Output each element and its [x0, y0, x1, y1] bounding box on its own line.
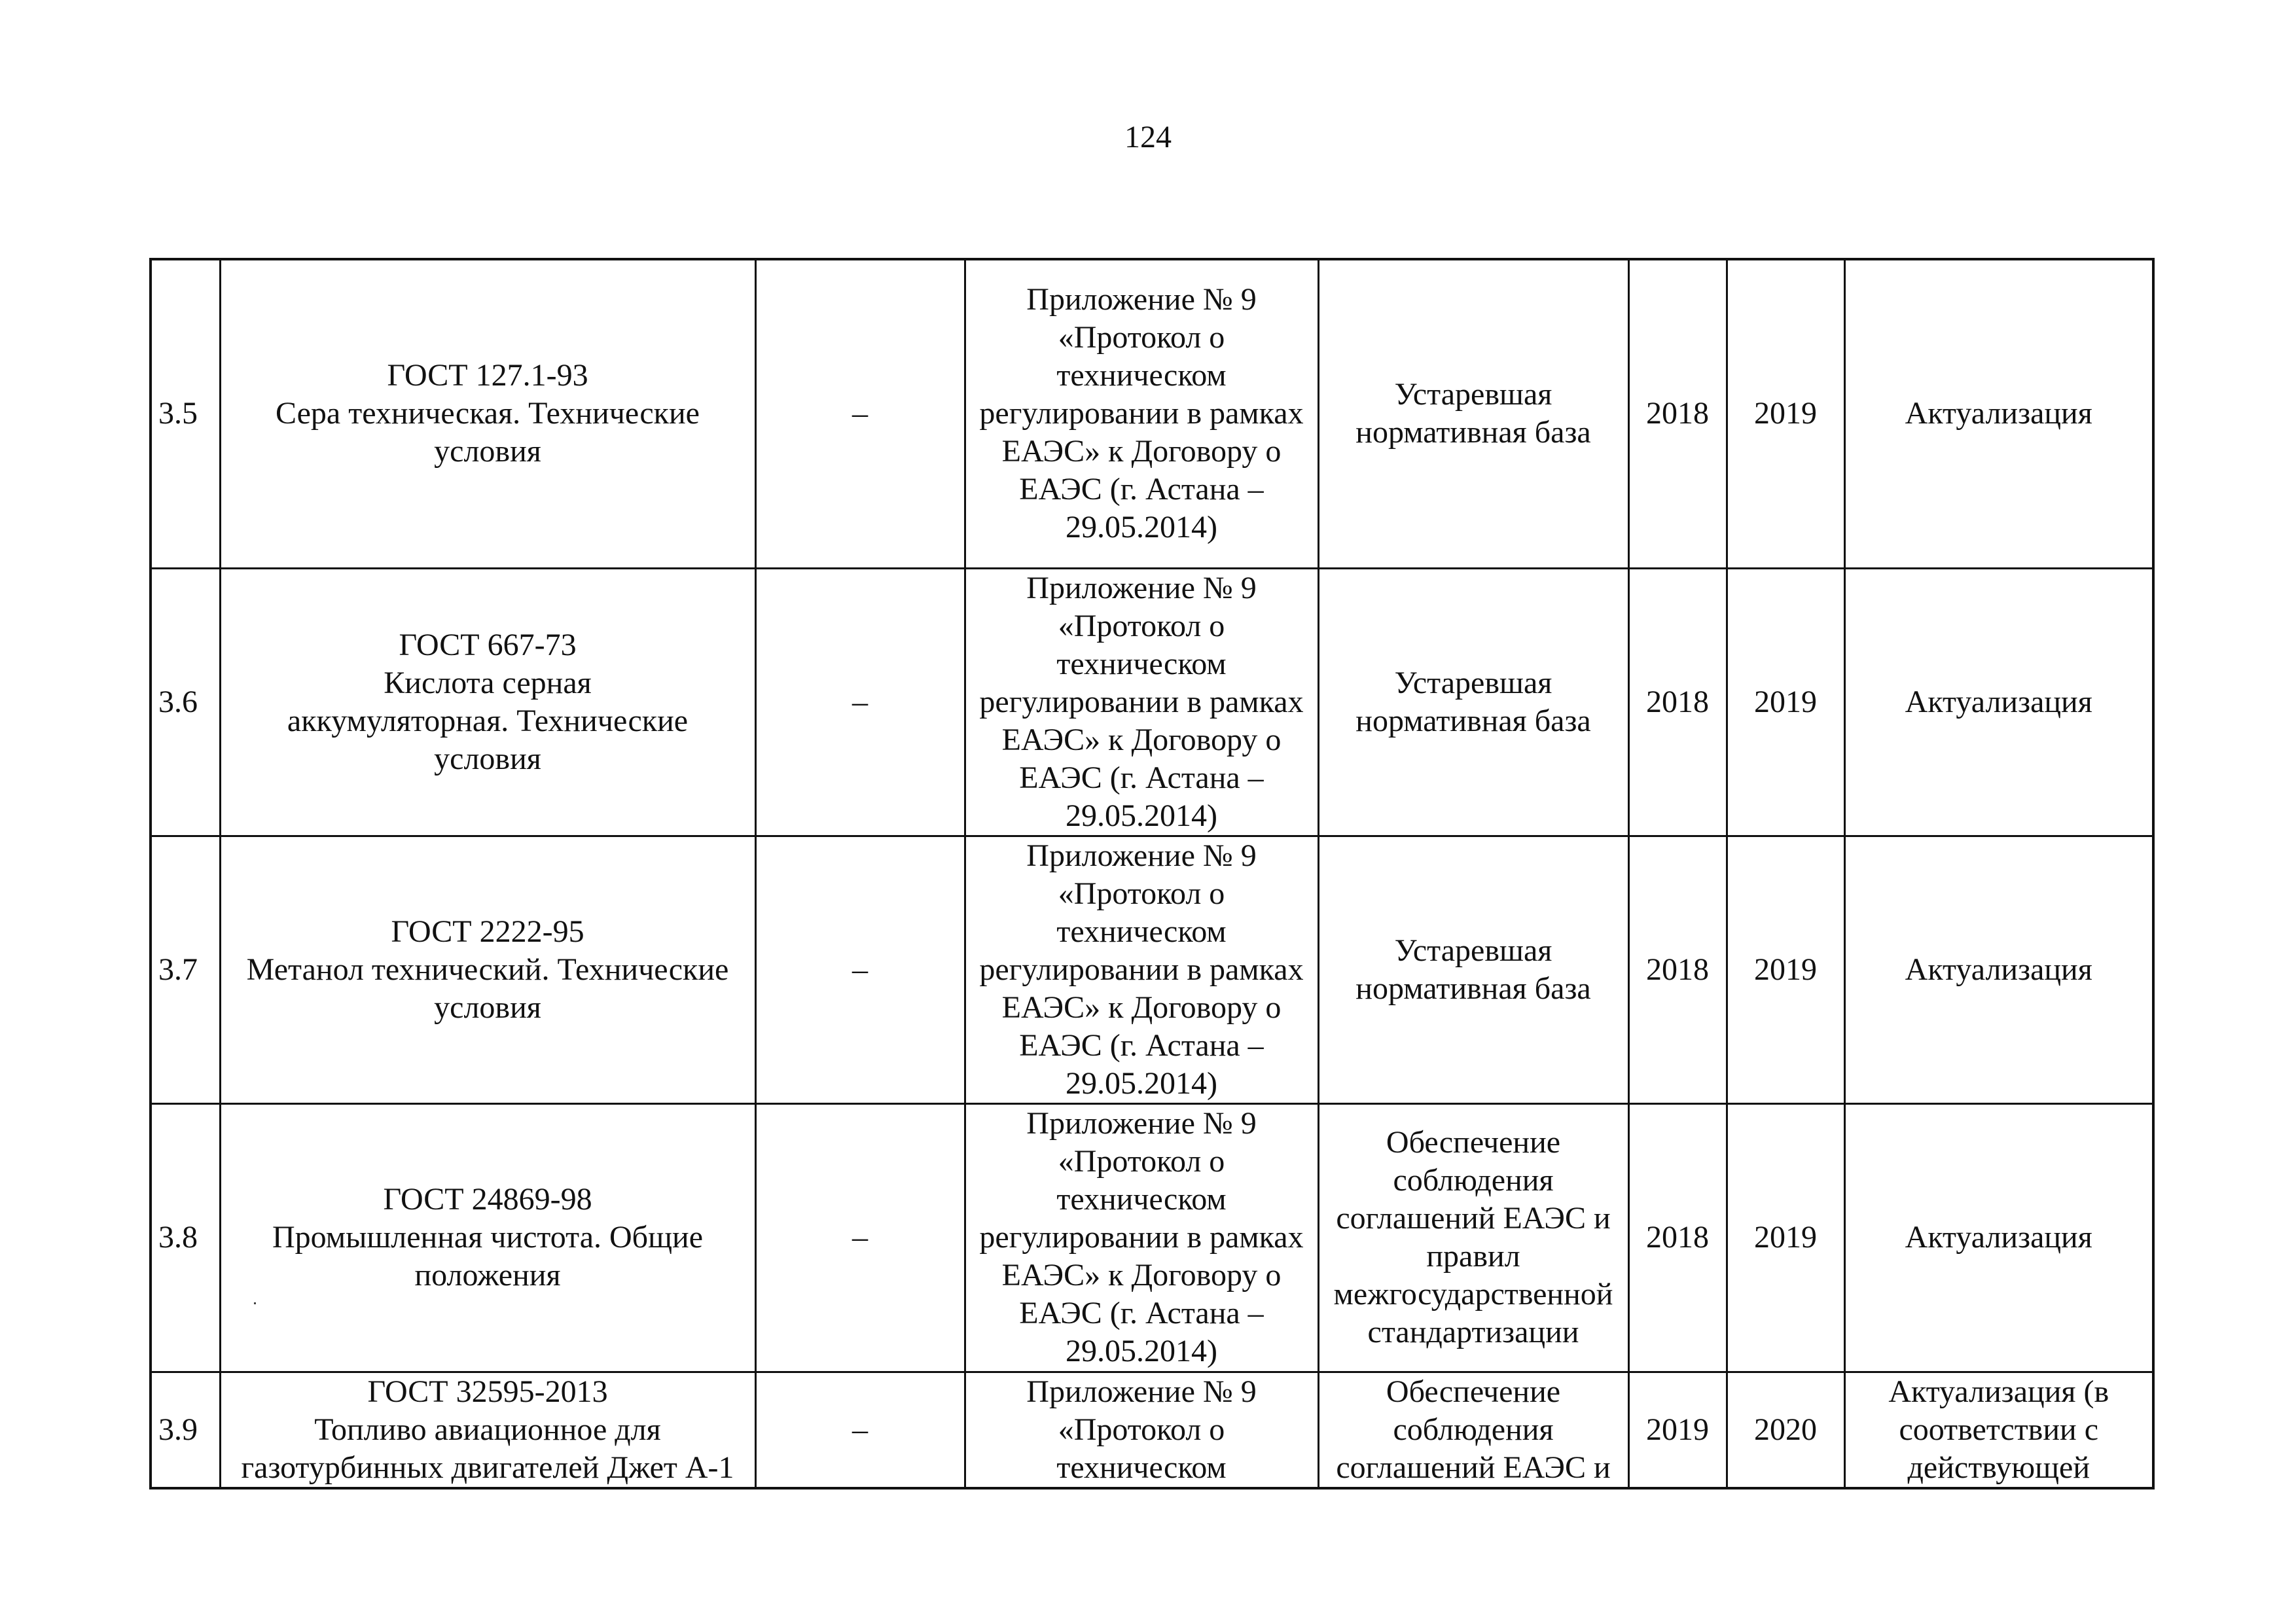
standard-designation-line: ГОСТ 667-73 [399, 627, 577, 662]
replacement-standard-cell [755, 1372, 965, 1488]
basis-document-line: «Протокол о [1058, 1144, 1225, 1179]
start-year-cell [1628, 1103, 1727, 1372]
standard-designation-line: Метанол технический. Технические [246, 952, 729, 987]
end-year-cell [1727, 259, 1844, 568]
planned-action-cell [1844, 568, 2153, 836]
table-row [151, 1103, 2153, 1372]
revision-reason-line: Устаревшая [1394, 933, 1552, 968]
basis-document-line: регулировании в рамках [979, 684, 1304, 719]
basis-document-line: техническом [1056, 914, 1227, 949]
basis-document-line: техническом [1056, 358, 1227, 393]
basis-document-line: Приложение № 9 [1026, 282, 1257, 317]
standard-designation-line: Топливо авиационное для [314, 1412, 661, 1447]
start-year-cell [1628, 259, 1727, 568]
start-year: 2018 [1646, 952, 1709, 987]
basis-document-line: 29.05.2014) [1066, 1065, 1217, 1101]
basis-document-line: «Протокол о [1058, 320, 1225, 355]
replacement-standard: – [852, 1220, 868, 1255]
revision-reason-line: Обеспечение [1386, 1374, 1561, 1409]
basis-document-line: ЕАЭС (г. Астана – [1019, 472, 1264, 507]
row-number-cell [151, 1103, 220, 1372]
start-year: 2018 [1646, 684, 1709, 719]
end-year-cell [1727, 1103, 1844, 1372]
planned-action-cell [1844, 259, 2153, 568]
start-year: 2019 [1646, 1412, 1709, 1447]
basis-document-cell [965, 836, 1318, 1103]
standard-designation-cell [220, 259, 755, 568]
basis-document-cell [965, 1103, 1318, 1372]
revision-reason-line: соглашений ЕАЭС и [1336, 1201, 1611, 1236]
planned-action-line: Актуализация [1905, 1220, 2092, 1255]
revision-reason-line: нормативная база [1355, 703, 1591, 738]
planned-action-line: соответствии с [1899, 1412, 2099, 1447]
standard-designation-line: ГОСТ 32595-2013 [367, 1374, 608, 1409]
revision-reason-line: нормативная база [1355, 971, 1591, 1006]
standard-designation-line: условия [434, 741, 541, 776]
replacement-standard: – [852, 952, 868, 987]
standard-designation-line: ГОСТ 24869-98 [383, 1182, 592, 1217]
replacement-standard-cell [755, 836, 965, 1103]
standard-designation-cell [220, 1103, 755, 1372]
basis-document-line: техническом [1056, 1450, 1227, 1485]
start-year: 2018 [1646, 396, 1709, 431]
revision-reason-line: соблюдения [1393, 1412, 1554, 1447]
basis-document-line: ЕАЭС» к Договору о [1001, 434, 1282, 469]
replacement-standard-cell [755, 1103, 965, 1372]
basis-document-line: Приложение № 9 [1026, 570, 1257, 605]
planned-action-cell [1844, 836, 2153, 1103]
revision-reason-line: соглашений ЕАЭС и [1336, 1450, 1611, 1485]
planned-action-line: Актуализация [1905, 684, 2092, 719]
basis-document-line: 29.05.2014) [1066, 798, 1217, 833]
end-year-cell [1727, 568, 1844, 836]
end-year: 2019 [1754, 952, 1817, 987]
planned-action-line: Актуализация [1905, 952, 2092, 987]
row-number-cell [151, 568, 220, 836]
standard-designation-line: условия [434, 990, 541, 1025]
replacement-standard: – [852, 684, 868, 719]
revision-reason-line: стандартизации [1367, 1315, 1579, 1349]
start-year: 2018 [1646, 1220, 1709, 1255]
start-year-cell [1628, 836, 1727, 1103]
revision-reason-cell [1318, 1372, 1628, 1488]
basis-document-line: Приложение № 9 [1026, 1106, 1257, 1141]
row-number-cell [151, 1372, 220, 1488]
planned-action-line: Актуализация (в [1888, 1374, 2109, 1409]
end-year: 2019 [1754, 684, 1817, 719]
replacement-standard: – [852, 1412, 868, 1447]
end-year: 2020 [1754, 1412, 1817, 1447]
standard-designation-cell [220, 568, 755, 836]
revision-reason-line: межгосударственной [1333, 1277, 1613, 1311]
row-number: 3.5 [158, 396, 198, 431]
revision-reason-line: Обеспечение [1386, 1125, 1561, 1160]
basis-document-line: ЕАЭС» к Договору о [1001, 1258, 1282, 1293]
scan-speck [254, 1302, 256, 1304]
end-year-cell [1727, 1372, 1844, 1488]
table-row [151, 836, 2153, 1103]
replacement-standard-cell [755, 259, 965, 568]
basis-document-line: регулировании в рамках [979, 396, 1304, 431]
revision-reason-line: соблюдения [1393, 1163, 1554, 1198]
table-row [151, 568, 2153, 836]
end-year: 2019 [1754, 396, 1817, 431]
basis-document-line: Приложение № 9 [1026, 1374, 1257, 1409]
standard-designation-cell [220, 836, 755, 1103]
standard-designation-line: условия [434, 434, 541, 469]
basis-document-cell [965, 568, 1318, 836]
revision-reason-line: Устаревшая [1394, 665, 1552, 700]
planned-action-line: действующей [1907, 1450, 2090, 1485]
basis-document-line: ЕАЭС» к Договору о [1001, 990, 1282, 1025]
table-row [151, 1372, 2153, 1488]
row-number-cell [151, 259, 220, 568]
basis-document-line: техническом [1056, 1182, 1227, 1217]
revision-reason-cell [1318, 568, 1628, 836]
basis-document-line: 29.05.2014) [1066, 1334, 1217, 1368]
replacement-standard-cell [755, 568, 965, 836]
standard-designation-line: положения [414, 1258, 561, 1293]
basis-document-line: техническом [1056, 646, 1227, 681]
planned-action-cell [1844, 1372, 2153, 1488]
end-year-cell [1727, 836, 1844, 1103]
standard-designation-line: аккумуляторная. Технические [287, 703, 689, 738]
standard-designation-line: газотурбинных двигателей Джет А-1 [241, 1450, 734, 1485]
table-body [151, 259, 2153, 1488]
standard-designation-line: Сера техническая. Технические [276, 396, 700, 431]
standard-designation-cell [220, 1372, 755, 1488]
basis-document-cell [965, 1372, 1318, 1488]
revision-reason-line: нормативная база [1355, 415, 1591, 450]
standard-designation-line: Промышленная чистота. Общие [272, 1220, 704, 1255]
row-number-cell [151, 836, 220, 1103]
replacement-standard: – [852, 396, 868, 431]
standard-designation-line: ГОСТ 127.1-93 [387, 358, 588, 393]
row-number: 3.7 [158, 952, 198, 987]
basis-document-line: ЕАЭС» к Договору о [1001, 722, 1282, 757]
standard-designation-line: Кислота серная [384, 665, 592, 700]
revision-reason-line: Устаревшая [1394, 377, 1552, 412]
standard-designation-line: ГОСТ 2222-95 [391, 914, 584, 949]
revision-reason-line: правил [1426, 1239, 1520, 1274]
basis-document-line: 29.05.2014) [1066, 510, 1217, 545]
revision-reason-cell [1318, 1103, 1628, 1372]
basis-document-line: регулировании в рамках [979, 952, 1304, 987]
start-year-cell [1628, 568, 1727, 836]
basis-document-line: ЕАЭС (г. Астана – [1019, 1027, 1264, 1063]
revision-reason-cell [1318, 836, 1628, 1103]
revision-reason-cell [1318, 259, 1628, 568]
basis-document-cell [965, 259, 1318, 568]
basis-document-line: Приложение № 9 [1026, 838, 1257, 873]
basis-document-line: «Протокол о [1058, 876, 1225, 911]
end-year: 2019 [1754, 1220, 1817, 1255]
row-number: 3.6 [158, 684, 198, 719]
row-number: 3.8 [158, 1220, 198, 1255]
basis-document-line: регулировании в рамках [979, 1220, 1304, 1255]
planned-action-cell [1844, 1103, 2153, 1372]
page-number: 124 [1124, 120, 1172, 154]
standards-table [149, 258, 2155, 1489]
planned-action-line: Актуализация [1905, 396, 2092, 431]
basis-document-line: «Протокол о [1058, 608, 1225, 643]
start-year-cell [1628, 1372, 1727, 1488]
table-row [151, 259, 2153, 568]
basis-document-line: «Протокол о [1058, 1412, 1225, 1447]
row-number: 3.9 [158, 1412, 198, 1447]
basis-document-line: ЕАЭС (г. Астана – [1019, 760, 1264, 795]
basis-document-line: ЕАЭС (г. Астана – [1019, 1296, 1264, 1330]
